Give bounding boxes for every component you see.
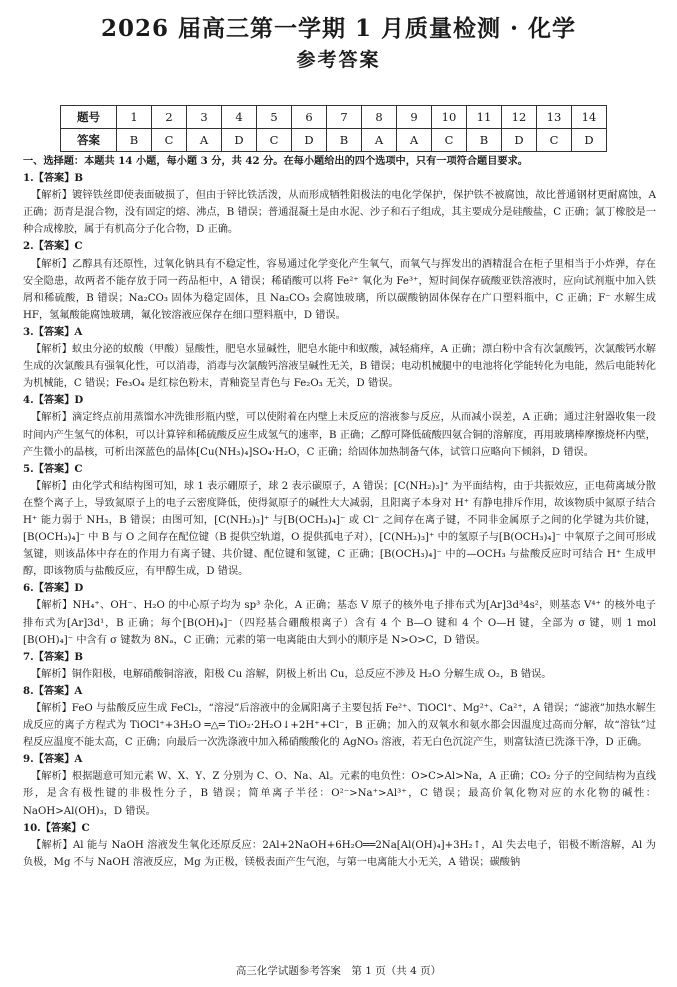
answer-cell: A xyxy=(397,129,432,152)
question-analysis: 【解析】根据题意可知元素 W、X、Y、Z 分别为 C、O、Na、Al。元素的电负性：O>C>Al>Na，A 正确；CO₂ 分子的空间结构为直线形，是含有极性键的非极性分子，B 错误；简单离子半径：O²⁻>Na⁺>Al³⁺，C 错误；最高价氧化物对应的水化物的碱性：NaOH>Al(OH)₃，D 错误。 xyxy=(23,771,656,817)
page-footer: 高三化学试题参考答案 第 1 页（共 4 页） xyxy=(235,965,442,977)
question-analysis: 【解析】滴定终点前用蒸馏水冲洗锥形瓶内壁，可以使附着在内壁上未反应的溶液参与反应，从而减小误差，A 正确；通过注射器收集一段时间内产生氢气的体积，可以计算锌和稀硫酸反应生成氢气的速率，B 正确；乙醇可降低硫酸四氨合铜的溶解度，再用玻璃棒摩擦烧杯内壁，产生微小的晶核，可析出深蓝色的晶体[Cu(NH₃)₄]SO₄·H₂O，C 正确；给固体加热制备气体，试管口应略向下倾斜，D 错误。 xyxy=(23,412,656,458)
answer-cell: D xyxy=(572,129,607,152)
question-number-cell: 10 xyxy=(432,106,467,129)
answer-cell: B xyxy=(117,129,152,152)
question-analysis: 【解析】蚁虫分泌的蚁酸（甲酸）显酸性，肥皂水显碱性，肥皂水能中和蚁酸，减轻痛痒，A 正确；漂白粉中含有次氯酸钙，次氯酸钙水解生成的次氯酸具有强氧化性，可以消毒，消毒与次氯酸钙溶液呈碱性无关，B 错误；电动机械腿中的电池将化学能转化为电能，然后电能转化为机械能，C 错误；Fe₃O₄ 是红棕色粉末，青釉瓷呈青色与 Fe₂O₃ 无关，D 错误。 xyxy=(23,344,656,390)
question-answer: 10.【答案】C xyxy=(23,821,90,834)
question-answer: 7.【答案】B xyxy=(23,650,83,663)
question-number-cell: 7 xyxy=(327,106,362,129)
question-number-cell: 3 xyxy=(187,106,222,129)
answer-label: 答案 xyxy=(61,129,117,152)
question-answer: 6.【答案】D xyxy=(23,582,84,595)
question-number-cell: 1 xyxy=(117,106,152,129)
question-analysis: 【解析】FeO 与盐酸反应生成 FeCl₂，“溶浸”后溶液中的金属阳离子主要包括 Fe²⁺、TiOCl⁺、Mg²⁺、Ca²⁺，A 错误；“滤液”加热水解生成反应的离子方程式为 TiOCl⁺+3H₂O ═△═ TiO₂·2H₂O↓+2H⁺+Cl⁻，B 正确；加入的双氧水和氨水都会因温度过高而分解，故“溶钛”过程反应温度不能太高，C 正确；向最后一次洗涤液中加入稀硝酸酸化的 AgNO₃ 溶液，若无白色沉淀产生，则富钛渣已洗涤干净，D 正确。 xyxy=(23,703,656,749)
question-number-cell: 6 xyxy=(292,106,327,129)
answer-cell: A xyxy=(362,129,397,152)
page-subtitle: 参考答案 xyxy=(296,49,381,71)
question-number-cell: 14 xyxy=(572,106,607,129)
answer-cell: D xyxy=(502,129,537,152)
answer-cell: D xyxy=(222,129,257,152)
question-analysis: 【解析】乙醇具有还原性，过氧化钠具有不稳定性，容易通过化学变化产生氧气，而氧气与挥发出的酒精混合在柜子里相当于小炸弹，存在安全隐患，故两者不能存放于同一药品柜中，A 错误；稀硝酸可以将 Fe²⁺ 氧化为 Fe³⁺，短时间保存硫酸亚铁溶液时，应向试剂瓶中加入铁屑和稀硫酸，B 错误；Na₂CO₃ 固体为稳定固体，且 Na₂CO₃ 会腐蚀玻璃，所以碳酸钠固体保存在广口塑料瓶中，C 正确；F⁻ 水解生成 HF，氢氟酸能腐蚀玻璃，氟化铵溶液应保存在细口塑料瓶中，D 错误。 xyxy=(23,258,656,321)
question-number-cell: 11 xyxy=(467,106,502,129)
question-number-label: 题号 xyxy=(61,106,117,129)
answer-table-number-row xyxy=(61,106,607,129)
question-number-cell: 9 xyxy=(397,106,432,129)
question-answer: 5.【答案】C xyxy=(23,462,83,475)
question-number-cell: 13 xyxy=(537,106,572,129)
section-heading: 一、选择题：本题共 14 小题，每小题 3 分，共 42 分。在每小题给出的四个选项中，只有一项符合题目要求。 xyxy=(23,155,528,167)
question-number-cell: 2 xyxy=(152,106,187,129)
answer-table-answer-row xyxy=(61,129,607,152)
answer-cell: A xyxy=(187,129,222,152)
question-answer: 3.【答案】A xyxy=(23,325,83,338)
question-number-cell: 5 xyxy=(257,106,292,129)
question-number-cell: 4 xyxy=(222,106,257,129)
question-answer: 1.【答案】B xyxy=(23,172,83,185)
question-answer: 9.【答案】A xyxy=(23,753,83,766)
answer-cell: C xyxy=(537,129,572,152)
question-analysis: 【解析】Al 能与 NaOH 溶液发生氧化还原反应：2Al+2NaOH+6H₂O══2Na[Al(OH)₄]+3H₂↑，Al 失去电子，铝极不断溶解，Al 为负极，Mg 不与 NaOH 溶液反应，Mg 为正极，镁极表面产生气泡，与第一电离能大小无关，A 错误；碳酸钠 xyxy=(23,839,656,868)
question-analysis: 【解析】铜作阳极，电解硝酸铜溶液，阳极 Cu 溶解，阴极上析出 Cu，总反应不涉及 H₂O 分解生成 O₂，B 错误。 xyxy=(31,668,552,680)
question-analysis: 【解析】由化学式和结构图可知，球 1 表示硼原子，球 2 表示碳原子，A 错误；[C(NH₂)₃]⁺ 为平面结构，由于共振效应，正电荷离域分散在整个离子上，导致氮原子上的电子云密度降低，使得氮原子的碱性大大减弱，且阳离子本身对 H⁺ 有静电排斥作用，故该物质中氮原子结合 H⁺ 能力弱于 NH₃，B 错误；由图可知，[C(NH₂)₃]⁺ 与[B(OCH₃)₄]⁻ 或 Cl⁻ 之间存在离子键，不同非金属原子之间的化学键为共价键，[B(OCH₃)₄]⁻ 中 B 与 O 之间存在配位键（B 提供空轨道，O 提供孤电子对），[C(NH₂)₃]⁺ 中的氢原子与[B(OCH₃)₄]⁻ 中氧原子之间可形成氢键，则该晶体中存在的作用力有离子键、共价键、配位键和氢键，C 正确；[B(OCH₃)₄]⁻ 中的—OCH₃ 与盐酸反应时可结合 H⁺ 生成甲醇，即该物质与盐酸反应，有甲醇生成，D 错误。 xyxy=(23,480,656,578)
answer-cell: B xyxy=(327,129,362,152)
answer-cell: B xyxy=(467,129,502,152)
page-title: 2026 届高三第一学期 1 月质量检测 · 化学 xyxy=(100,15,577,42)
answer-cell: C xyxy=(257,129,292,152)
answer-cell: C xyxy=(152,129,187,152)
question-answer: 4.【答案】D xyxy=(23,394,84,407)
question-analysis: 【解析】镀锌铁丝即使表面破损了，但由于锌比铁活泼，从而形成牺牲阳极法的电化学保护，保护铁不被腐蚀，故比普通钢材更耐腐蚀，A 正确；沥青是混合物，没有固定的熔、沸点，B 错误；普通混凝土是由水泥、沙子和石子组成，其主要成分是硅酸盐，C 正确；氯丁橡胶是一种合成橡胶，属于有机高分子化合物，D 正确。 xyxy=(23,190,657,236)
question-number-cell: 12 xyxy=(502,106,537,129)
question-analysis: 【解析】NH₄⁺、OH⁻、H₂O 的中心原子均为 sp³ 杂化，A 正确；基态 V 原子的核外电子排布式为[Ar]3d³4s²，则基态 V⁴⁺ 的核外电子排布式为[Ar]3d¹，B 正确；每个[B(OH)₄]⁻（四羟基合硼酸根离子）含有 4 个 B—O 键和 4 个 O—H 键，全部为 σ 键，则 1 mol [B(OH)₄]⁻ 中含有 σ 键数为 8Nₐ，C 正确；元素的第一电离能由大到小的顺序是 N>O>C，D 错误。 xyxy=(23,600,656,646)
question-answer: 2.【答案】C xyxy=(23,240,83,253)
question-answer: 8.【答案】A xyxy=(23,684,83,697)
answer-cell: C xyxy=(432,129,467,152)
answer-table xyxy=(60,105,607,152)
solutions-body xyxy=(23,153,656,871)
question-number-cell: 8 xyxy=(362,106,397,129)
answer-cell: D xyxy=(292,129,327,152)
